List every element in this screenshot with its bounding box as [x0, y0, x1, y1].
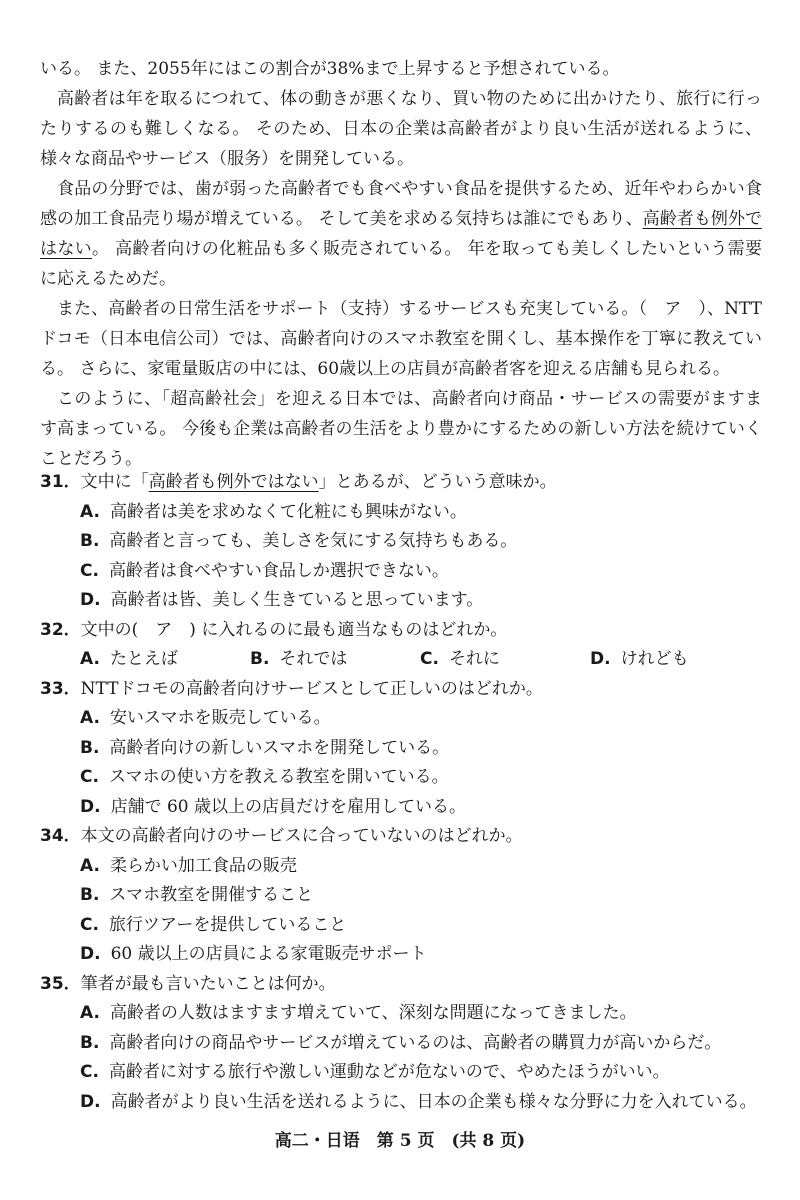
- option-text: 高齢者向けの商品やサービスが増えているのは、高齢者の購買力が高いからだ。: [109, 1032, 722, 1053]
- question-number: 32．: [40, 619, 81, 640]
- option-letter: C.: [80, 1062, 99, 1082]
- option-letter: A.: [80, 708, 100, 728]
- q34-option-a: [80, 852, 762, 882]
- q31-option-b: [80, 527, 762, 557]
- option-text: スマホ教室を開催すること: [109, 885, 314, 905]
- q34-option-b: [80, 881, 762, 911]
- option-letter: D.: [590, 649, 611, 669]
- q34-option-c: [80, 911, 762, 941]
- question-number: 34．: [40, 826, 81, 846]
- q35-option-d: [80, 1088, 762, 1118]
- q32-option-a: [80, 645, 250, 675]
- option-letter: C.: [80, 914, 99, 935]
- q31-option-d: [80, 586, 762, 616]
- option-letter: D.: [80, 944, 101, 964]
- q35-option-b: [80, 1029, 762, 1059]
- option-text: 高齢者向けの新しいスマホを開発している。: [109, 737, 450, 758]
- option-text: 高齢者と言っても、美しさを気にする気持ちもある。: [109, 531, 518, 551]
- q32-option-b: [250, 645, 420, 675]
- question-stem-underlined: 高齢者も例外ではない: [148, 472, 319, 492]
- option-letter: A.: [80, 649, 100, 669]
- passage-paragraph-2: [40, 174, 762, 294]
- option-text: 高齢者は美を求めなくて化粧にも興味がない。: [109, 501, 467, 522]
- option-text: 高齢者がより良い生活を送れるように、日本の企業も様々な分野に力を入れている。: [110, 1091, 757, 1112]
- passage-paragraph-4: このように、「超高齢社会」を迎える日本では、高齢者向け商品・サービスの需要がますます高まっている。 今後も企業は高齢者の生活をより豊かにするための新しい方法を続けていくことだろう。: [40, 389, 762, 469]
- question-stem-part: 」とあるが、どういう意味か。: [318, 472, 557, 492]
- option-text: けれども: [620, 649, 689, 669]
- option-letter: A.: [80, 501, 100, 522]
- question-number: 35．: [40, 973, 81, 994]
- option-letter: B.: [80, 531, 100, 551]
- option-text: 店舗で 60 歳以上の店員だけを雇用している。: [110, 796, 467, 817]
- q32-option-d: [590, 645, 689, 675]
- q31-option-c: [80, 557, 762, 587]
- option-text: 旅行ツアーを提供していること: [108, 914, 347, 935]
- option-letter: C.: [80, 767, 99, 787]
- passage-paragraph-2-part-a: 食品の分野では、歯が弱った高齢者でも食べやすい食品を提供するため、近年やわらかい食感の加工食品売り場が増えている。 そして美を求める気持ちは誰にでもあり、: [40, 179, 762, 229]
- q33-option-b: [80, 734, 762, 764]
- question-number: 33．: [40, 678, 81, 699]
- option-text: 安いスマホを販売している。: [109, 708, 331, 728]
- q35-option-a: [80, 999, 762, 1029]
- option-letter: B.: [80, 737, 100, 758]
- option-letter: A.: [80, 1003, 100, 1023]
- passage-paragraph-2-part-b: 。 高齢者向けの化粧品も多く販売されている。 年を取っても美しくしたいという需要に応えるためだ。: [40, 239, 762, 289]
- option-letter: C.: [80, 560, 99, 581]
- option-text: それに: [448, 649, 500, 669]
- question-stem: 筆者が最も言いたいことは何か。: [80, 973, 336, 994]
- option-letter: C.: [420, 649, 439, 669]
- reading-passage: [40, 54, 762, 474]
- question-stem: 文中の( ア ) に入れるのに最も適当なものはどれか。: [80, 619, 508, 640]
- option-text: 高齢者に対する旅行や激しい運動などが危ないので、やめたほうがいい。: [108, 1062, 670, 1082]
- passage-paragraph-0: いる。 また、2055年にはこの割合が38%まで上昇すると予想されている。: [40, 59, 620, 79]
- option-letter: D.: [80, 1091, 101, 1112]
- q34-option-d: [80, 940, 762, 970]
- q32-option-c: [420, 645, 590, 675]
- option-text: たとえば: [109, 649, 178, 669]
- option-text: 高齢者の人数はますます増えていて、深刻な問題になってきました。: [109, 1003, 637, 1023]
- option-letter: B.: [250, 649, 270, 669]
- question-stem: NTTドコモの高齢者向けサービスとして正しいのはどれか。: [80, 678, 543, 699]
- q33-option-a: [80, 704, 762, 734]
- option-letter: D.: [80, 796, 101, 817]
- option-letter: B.: [80, 885, 100, 905]
- q33-option-d: [80, 793, 762, 823]
- underlined-phrase: 高齢者も例外ではない: [40, 209, 763, 259]
- option-text: 高齢者は皆、美しく生きていると思っています。: [110, 590, 484, 610]
- option-text: 高齢者は食べやすい食品しか選択できない。: [108, 560, 449, 581]
- q35-option-c: [80, 1058, 762, 1088]
- question-32: [40, 616, 762, 646]
- option-letter: B.: [80, 1032, 100, 1053]
- q31-option-a: [80, 498, 762, 528]
- page-footer: 高二・日语 第 5 页 (共 8 页): [274, 1131, 526, 1151]
- question-stem: 本文の高齢者向けのサービスに合っていないのはどれか。: [80, 826, 523, 846]
- question-35: [40, 970, 762, 1000]
- option-text: 60 歳以上の店員による家電販売サポート: [110, 944, 427, 964]
- q33-option-c: [80, 763, 762, 793]
- passage-paragraph-1: 高齢者は年を取るにつれて、体の動きが悪くなり、買い物のために出かけたり、旅行に行ったりするのも難しくなる。 そのため、日本の企業は高齢者がより良い生活が送れるように、様々な商品やサービス（服务）を開発している。: [40, 89, 762, 169]
- question-stem-part: 文中に「: [80, 472, 149, 492]
- option-text: 柔らかい加工食品の販売: [109, 855, 297, 876]
- option-letter: D.: [80, 590, 101, 610]
- option-text: それでは: [279, 649, 348, 669]
- passage-paragraph-3: また、高齢者の日常生活をサポート（支持）するサービスも充実している。（ ア ）、NTTドコモ（日本电信公司）では、高齢者向けのスマホ教室を開くし、基本操作を丁寧に教えている。 さらに、家電量販店の中には、60歳以上の店員が高齢者客を迎える店舗も見られる。: [40, 299, 762, 379]
- option-text: スマホの使い方を教える教室を開いている。: [108, 767, 449, 787]
- question-31: [40, 468, 762, 498]
- question-33: [40, 675, 762, 705]
- question-number: 31．: [40, 472, 81, 492]
- q32-options: [80, 645, 762, 675]
- question-34: [40, 822, 762, 852]
- question-list: [40, 468, 762, 1117]
- option-letter: A.: [80, 855, 100, 876]
